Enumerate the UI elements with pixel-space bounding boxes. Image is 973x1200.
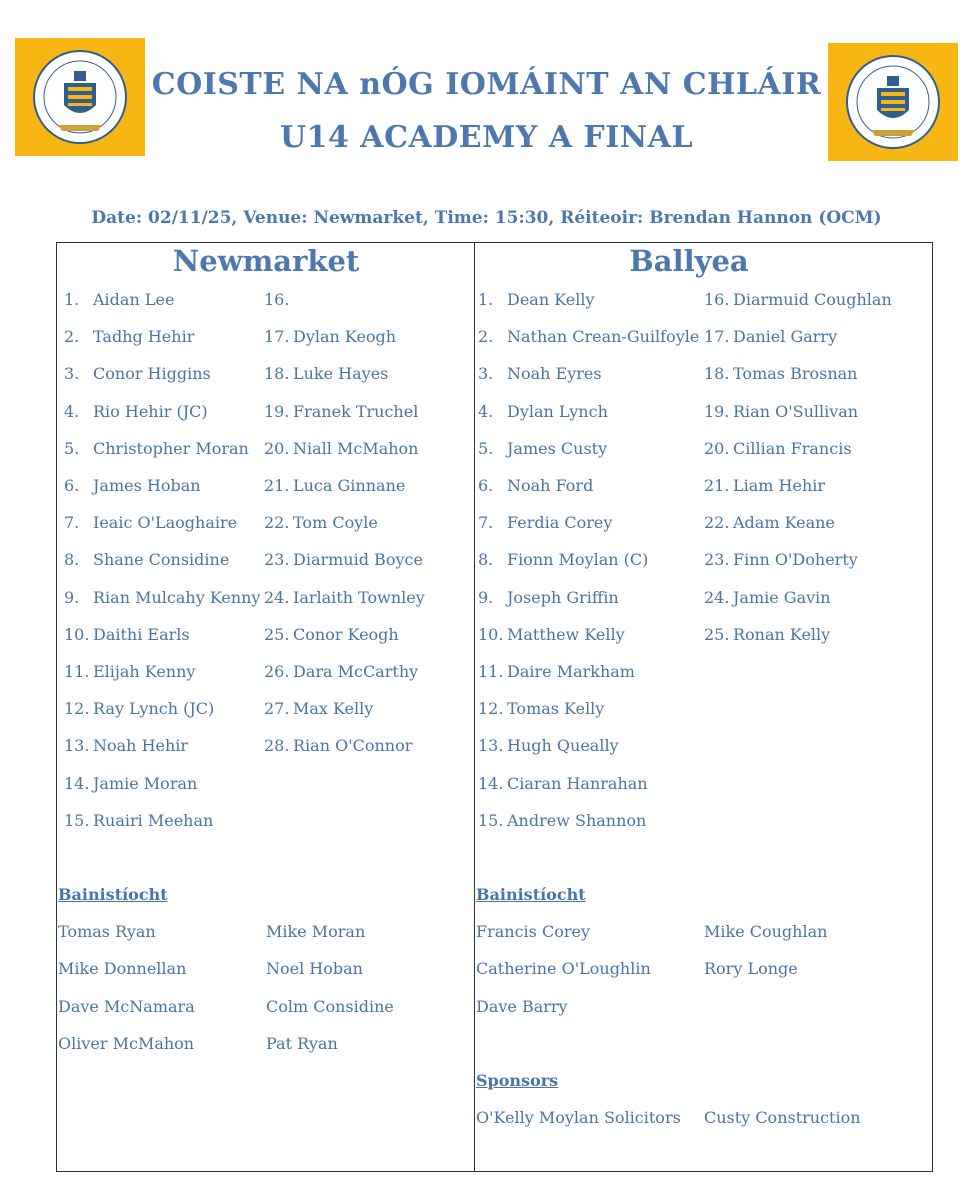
player-name: Nathan Crean-Guilfoyle [507,327,700,347]
management-item: Noel Hoban [266,959,363,979]
player-row [478,662,635,681]
player-number: 15. [478,810,504,830]
team-name-newmarket: Newmarket [172,244,360,278]
player-number: 6. [478,476,494,495]
player-number: 26. [264,662,290,681]
management-item: Catherine O'Loughlin [476,959,651,979]
player-row [264,327,396,346]
player-name: Jamie Moran [93,773,198,793]
player-row [704,625,830,644]
player-row [264,625,399,644]
player-number: 11. [478,662,504,681]
player-name: Christopher Moran [93,438,249,458]
player-number: 4. [64,401,80,421]
sponsors-heading: Sponsors [476,1071,559,1090]
player-name: Rian O'Connor [293,736,413,756]
sponsor-item: O'Kelly Moylan Solicitors [476,1108,681,1127]
player-row [478,439,607,458]
player-name: James Custy [507,438,608,458]
player-number: 21. [264,476,290,495]
player-number: 17. [704,327,730,347]
player-row [64,699,214,718]
player-number: 13. [478,736,504,756]
management-item: Francis Corey [476,922,590,941]
player-number: 10. [64,624,90,644]
player-number: 8. [64,550,80,570]
player-row [64,439,249,458]
player-row [64,290,174,309]
player-name: Diarmuid Boyce [293,550,423,570]
management-item: Mike Moran [266,922,366,941]
player-name: Max Kelly [293,699,374,719]
sponsor-item: Custy Construction [704,1108,861,1127]
player-number: 24. [704,587,730,607]
player-row [704,402,858,421]
player-name: Dean Kelly [507,290,595,309]
player-row [264,476,405,495]
player-row [64,513,237,532]
player-number: 3. [64,364,80,384]
player-number: 20. [704,438,730,458]
player-row [64,588,260,607]
player-row [64,662,195,681]
player-name: Ieaic O'Laoghaire [93,513,238,533]
player-row [264,736,412,755]
player-row [64,550,229,569]
player-name: Elijah Kenny [93,662,196,681]
player-name: Ruairi Meehan [93,810,214,830]
player-row [264,402,418,421]
player-name: Tom Coyle [293,513,378,533]
player-row [478,402,608,421]
player-number: 16. [264,290,290,309]
player-row [704,327,837,346]
player-number: 9. [64,587,80,607]
player-number: 28. [264,736,290,756]
player-name: Diarmuid Coughlan [733,290,892,309]
player-number: 3. [478,364,494,384]
player-row [64,364,211,383]
player-row [704,550,858,569]
player-row [478,513,612,532]
ballyea-management-heading: Bainistíocht [476,885,586,904]
player-name: Rio Hehir (JC) [93,401,208,421]
newmarket-management-heading: Bainistíocht [58,885,168,904]
player-number: 19. [704,401,730,421]
player-name: Aidan Lee [93,290,175,309]
management-item: Dave McNamara [58,996,195,1016]
player-name: James Hoban [93,476,201,495]
player-row [64,736,188,755]
player-row [264,550,423,569]
player-number: 12. [478,699,504,719]
player-number: 14. [64,773,90,793]
player-row [64,811,213,830]
player-name: Matthew Kelly [507,624,625,644]
player-name: Liam Hehir [733,476,826,495]
player-name: Dylan Keogh [293,327,397,347]
player-name: Franek Truchel [293,401,419,421]
player-row [264,439,418,458]
player-number: 22. [704,513,730,533]
player-row [478,625,625,644]
player-name: Daire Markham [507,662,635,681]
player-row [64,327,194,346]
player-name: Daithi Earls [93,624,190,644]
player-row [264,290,293,309]
player-row [478,550,648,569]
player-name: Dara McCarthy [293,662,419,681]
player-number: 23. [264,550,290,570]
player-name: Rian O'Sullivan [733,401,859,421]
player-name: Adam Keane [733,513,835,533]
player-name: Noah Ford [507,476,594,495]
player-row [704,513,835,532]
player-name: Hugh Queally [507,736,619,756]
player-number: 16. [704,290,730,309]
player-row [704,588,831,607]
player-name: Ray Lynch (JC) [93,699,215,719]
player-row [264,588,425,607]
player-name: Andrew Shannon [507,810,647,830]
player-row [64,402,208,421]
player-name: Rian Mulcahy Kenny [93,587,261,607]
management-item: Pat Ryan [266,1033,338,1053]
player-number: 18. [704,364,730,384]
player-row [478,290,595,309]
player-number: 11. [64,662,90,681]
player-name: Luca Ginnane [293,476,406,495]
player-row [704,290,892,309]
player-row [264,364,388,383]
management-item: Rory Longe [704,959,798,979]
management-item: Oliver McMahon [58,1033,195,1053]
player-name: Noah Hehir [93,736,189,756]
player-name: Joseph Griffin [507,587,619,607]
player-number: 14. [478,773,504,793]
player-number: 5. [64,438,80,458]
player-row [704,476,825,495]
player-name: Fionn Moylan (C) [507,550,649,570]
player-row [264,662,418,681]
player-number: 8. [478,550,494,570]
player-row [478,811,646,830]
player-number: 24. [264,587,290,607]
player-name: Jamie Gavin [733,587,831,607]
player-number: 20. [264,438,290,458]
player-row [264,699,373,718]
page-subtitle: U14 ACADEMY A FINAL [279,120,694,155]
player-number: 2. [64,327,80,347]
player-row [64,774,197,793]
player-name: Conor Keogh [293,624,399,644]
player-row [478,476,593,495]
player-row [478,699,604,718]
player-number: 23. [704,550,730,570]
player-number: 7. [478,513,494,533]
player-name: Cillian Francis [733,438,852,458]
player-number: 19. [264,401,290,421]
player-number: 25. [264,624,290,644]
player-number: 22. [264,513,290,533]
player-number: 10. [478,624,504,644]
player-number: 15. [64,810,90,830]
player-name: Ronan Kelly [733,624,831,644]
management-item: Mike Coughlan [704,922,828,941]
player-row [704,439,852,458]
player-number: 18. [264,364,290,384]
player-number: 12. [64,699,90,719]
player-number: 4. [478,401,494,421]
player-name: Tomas Brosnan [733,364,858,384]
player-name: Finn O'Doherty [733,550,858,570]
player-number: 5. [478,438,494,458]
management-item: Mike Donnellan [58,959,187,979]
player-name: Ciaran Hanrahan [507,773,648,793]
player-name: Shane Considine [93,550,230,570]
player-number: 13. [64,736,90,756]
player-name: Niall McMahon [293,438,419,458]
player-number: 2. [478,327,494,347]
player-row [478,327,699,346]
match-details: Date: 02/11/25, Venue: Newmarket, Time: 15:30, Réiteoir: Brendan Hannon (OCM) [91,208,882,228]
player-row [264,513,378,532]
player-row [478,364,602,383]
player-name: Conor Higgins [93,364,211,384]
player-number: 27. [264,699,290,719]
player-number: 21. [704,476,730,495]
player-number: 1. [478,290,494,309]
player-number: 25. [704,624,730,644]
player-name: Ferdia Corey [507,513,613,533]
player-number: 1. [64,290,80,309]
player-row [478,736,619,755]
player-number: 6. [64,476,80,495]
player-name: Iarlaith Townley [293,587,425,607]
management-item: Colm Considine [266,996,394,1016]
player-number: 17. [264,327,290,347]
player-name: Tomas Kelly [507,699,605,719]
player-row [478,774,648,793]
column-divider [474,242,475,1172]
player-name: Daniel Garry [733,327,838,347]
player-row [704,364,857,383]
management-item: Dave Barry [476,996,568,1016]
player-row [478,588,619,607]
management-item: Tomas Ryan [58,922,156,941]
player-row [64,625,190,644]
player-row [64,476,201,495]
player-name: Noah Eyres [507,364,602,384]
player-name: Luke Hayes [293,364,389,384]
player-number: 9. [478,587,494,607]
player-name: Tadhg Hehir [93,327,195,347]
team-name-ballyea: Ballyea [629,244,749,278]
player-number: 7. [64,513,80,533]
player-name: Dylan Lynch [507,401,608,421]
page-title: COISTE NA nÓG IOMÁINT AN CHLÁIR [151,67,822,102]
